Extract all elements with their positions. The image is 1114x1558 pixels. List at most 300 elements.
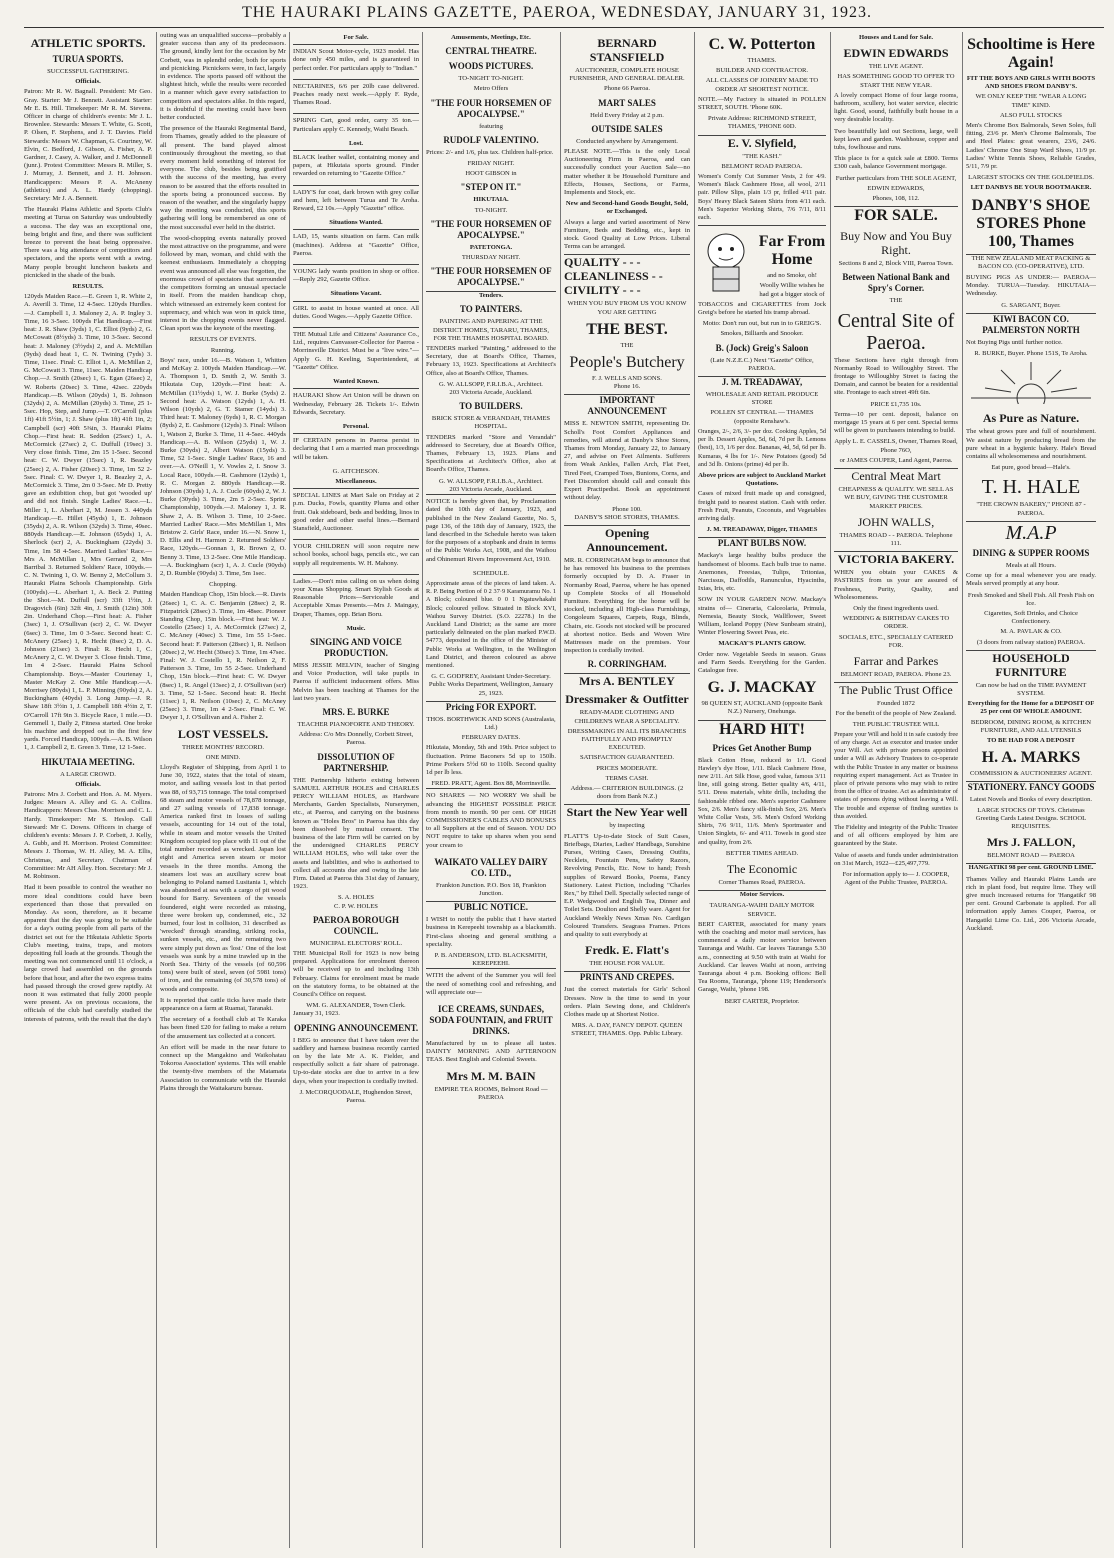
- allsopp-address: 203 Victoria Arcade, Auckland.: [449, 389, 533, 397]
- central-site: Central Site of Paeroa.: [837, 309, 955, 354]
- builder: BUILDER AND CONTRACTOR.: [715, 67, 808, 75]
- public-notice-heading: PUBLIC NOTICE.: [426, 901, 556, 913]
- bentley-line: READY-MADE CLOTHING AND CHILDREN'S WEAR A SPECIALITY.: [574, 709, 680, 725]
- the-label: THE: [620, 341, 634, 349]
- column-divider: [694, 32, 695, 1548]
- singing-heading: SINGING AND VOICE PRODUCTION.: [310, 636, 402, 658]
- mackay-address: 98 QUEEN ST, AUCKLAND (opposite Bank N.Z.) Nursery, Onehunga.: [701, 700, 823, 716]
- sunrise-illustration: [966, 358, 1096, 407]
- outside-sales: OUTSIDE SALES: [591, 123, 663, 134]
- edwin-edwards: EDWIN EDWARDS: [843, 46, 949, 61]
- column-divider: [422, 32, 423, 1548]
- public-trust: The Public Trust Office: [834, 682, 958, 697]
- trustee-will: THE PUBLIC TRUSTEE WILL: [852, 720, 940, 728]
- hikutaia-body: Had it been possible to control the weather no more ideal conditions could have been experienced than those that prevailed on Monday. As soon, therefore, as it became apparent that the day was going to be suitable for a day's outing people from all parts of the district set out for the Hikutaia Athletic Sports Club's meeting, trains, traps, and motors depositing full loads at the grounds. Though the meeting was not commenced until 11 o'clock, a large crowd had assembled on the grounds before that hour, and after the two express trains had passed through the crowd grew rapidly. At noon it was estimated that fully 2000 people were present. As on previous occasions, the officials of the club had carefully studied the interests of patrons, with the result that the day's: [24, 884, 152, 1023]
- officials-heading: Officials.: [75, 78, 101, 86]
- mart-sales: MART SALES: [598, 97, 656, 108]
- important-body: MISS E. NEWTON SMITH, representing Dr. Scholl's Foot Comfort Appliances and remedies, will attend at Danby's Shoe Stores, Thames from Monday, January 22, to January 27, and advise on Feet Ailments. Sufferers from Weak Ankles, Fallen Arch, Flat Feet, Tired Feet, Cramped Toes, Bunions, Corns, and Feet Discomfort should call and consult this Expert Practipedist. Book an appointment without delay.: [564, 420, 690, 502]
- treadaway-name: J. M. TREADAWAY,: [698, 376, 826, 388]
- economic-address: Corner Thames Road, PAEROA.: [718, 879, 806, 887]
- dissolution-body: THE Partnership hitherto existing between SAMUEL ARTHUR HOLES and CHARLES PERCY WILLIAM HOLES, as Hardware Merchants, Garden Specialists, Nurserymen, etc., at Paeroa, and carrying on the business known as "Holes Bros" in Paeroa has this day been dissolved by mutual consent. The business of the late Firm will be carried on by the undersigned CHARLES PERCY WILLIAM HOLES, who will take over the assets and liabilities, and who is authorised to collect all accounts due and owing to the late Firm. Dated at Paeroa this 31st day of January, 1923.: [293, 776, 419, 891]
- motor-body: BERT CARTER, associated for many years with the coaching and motor mail services, has commenced a daily motor service between Tauranga and Waihi. Car leaves Tauranga 5.30 a.m., connecting at 9.50 with train at Waihi for Auckland. Car leaves Waihi at noon, arriving Tauranga about 4 p.m. Booking offices: Bell Tea Rooms, Tauranga, 'phone 119; Henderson's Garage, Waihi, 'phone 198.: [698, 920, 826, 994]
- produce-prices: Oranges, 2/-, 2/6, 3/- per doz. Cooking Apples, 5d per lb. Dessert Apples, 5d, 6d, 7d per lb. Lemons (best), 1/3, 1/6 per doz. Bananas, 4d, 5d, 6d per lb. Kumaras, 4 lbs for 1/-. New Potatoes (good) 5d and 3d lb. Onions (prime) 4d per lb.: [698, 427, 826, 468]
- woolly-text: Woolly Willie wishes he had got a bigger stock of: [759, 282, 825, 298]
- smokes: Smokes, Billiards and Snooker.: [720, 330, 804, 338]
- central-body: These Sections have right through from Normanby Road to Willoughby Street. The frontage to Willoughby Street is facing the Domain, and cannot be beaten for a residential site. Frontage to each street 49ft 6in.: [834, 356, 958, 397]
- borough-body: THE Municipal Roll for 1923 is now being prepared. Applications for enrolment thereon will be received up to and including 13th February. Claims for enrolment must be made on the statutory forms, to be obtained at the Council's Office on request.: [293, 950, 419, 999]
- the-label: THE: [889, 297, 903, 305]
- classified-ad: MISS JESSIE MELVIN, teacher of Singing and Voice Production, will take pupils in Paeroa if sufficient inducement offers. Miss Melvin has been teaching at Thames for the last two years.: [293, 661, 419, 702]
- column-4: [426, 32, 556, 1548]
- stansfield-sub: AUCTIONEER, COMPLETE HOUSE FURNISHER, AND GENERAL DEALER.: [569, 67, 685, 83]
- waikato-dairy: WAIKATO VALLEY DAIRY CO. LTD.,: [434, 856, 548, 878]
- classified-ad: BLACK leather wallet, containing money and papers, at Hikutaia sports ground. Finder rewarded on returning to "Gazette Office.": [293, 150, 419, 182]
- treadaway-address: POLLEN ST CENTRAL — THAMES (opposite Renshaw's.: [710, 409, 814, 425]
- factory-note: NOTE.—My Factory is situated in POLLEN STREET, SOUTH. 'Phone 60K.: [698, 95, 826, 112]
- greig-address: (Late N.Z.E.C.) Next "Gazette" Office, PAEROA.: [710, 356, 814, 372]
- woods-pictures: WOODS PICTURES.: [448, 61, 534, 72]
- to-be-had: TO BE HAD FOR A DEPOSIT: [987, 736, 1075, 744]
- prices-bump: Prices Get Another Bump: [712, 742, 812, 753]
- music-heading: Music.: [346, 624, 366, 632]
- electors-roll-heading: MUNICIPAL ELECTORS' ROLL.: [309, 939, 403, 947]
- motor-sub: TAURANGA-WAIHI DAILY MOTOR SERVICE.: [709, 902, 815, 918]
- mackay-name: G. J. MACKAY: [707, 679, 817, 697]
- when-you-buy: WHEN YOU BUY FROM US YOU KNOW YOU ARE GETTING: [567, 300, 687, 316]
- new-year-heading: Start the New Year well: [564, 804, 690, 819]
- lost-vessels-heading: LOST VESSELS.: [177, 726, 269, 741]
- athletic-sports-heading: ATHLETIC SPORTS.: [30, 36, 146, 50]
- pavlak: M. A. PAVLAK & CO.: [1000, 628, 1062, 636]
- fallon: Mrs J. FALLON,: [986, 835, 1076, 850]
- wanted-known-heading: Wanted Known.: [333, 378, 379, 386]
- column-5: [564, 32, 690, 1548]
- day-address: MRS. A. DAY, FANCY DEPOT. QUEEN STREET, THAMES. Opp. Public Library.: [571, 1022, 683, 1038]
- situations-vacant-heading: Situations Vacant.: [330, 290, 382, 298]
- central-theatre: CENTRAL THEATRE.: [445, 46, 537, 57]
- tobacco-text: TOBACCOS and CIGARETTES from Jock Greig's before he started his tramp abroad.: [698, 300, 826, 317]
- summer-ad: WITH the advent of the Summer you will feel the need of something cool and refreshing, and will appreciate our—: [426, 968, 556, 1000]
- valentino: RUDOLF VALENTINO.: [443, 134, 539, 145]
- sargant: G. SARGANT, Buyer.: [1001, 301, 1061, 309]
- plant-body: Mackay's large healthy bulbs produce the handsomest of blooms. Each bulb true to name. Anemones, Freesias, Tulips, Tritonias, Narcissus, Daffodils, Ranunculus, Hyacinths, Ixias, Iris, etc.: [698, 552, 826, 593]
- central-meat-mart: Central Meat Mart: [834, 468, 958, 483]
- miscellaneous-heading: Miscellaneous.: [335, 477, 377, 485]
- order-now: Order now. Vegetable Seeds in season. Grass and Farm Seeds. Everything for the Garden. Catalogue free.: [698, 650, 826, 674]
- hikutaia-body-cont-3: The wood-chopping events naturally proved the most attractive on the programme, and were followed by man, woman, and child with the keenest enthusiasm. Immediately a chopping event was announced all else was forgotten, the enormous crowd of spectators that surrounded the competitors forming an unusual spectacle in itself. From the maiden handicap chop, which witnessed an extremely keen contest for supremacy, and which was won in quick time, interest in the chopping events never flagged. Clean sport was the keynote of the meeting.: [160, 234, 286, 333]
- classified-ad: SPRING Cart, good order, carry 35 ton.—Particulars apply C. Kennedy, Waihi Beach.: [293, 113, 419, 136]
- turua-intro: The Hauraki Plains Athletic and Sports Club's meeting at Turua on Saturday was undoubtedly a success. The day was an exceptional one, being bright and fine, and there was sufficient breeze to prevent the heat being oppressive. There was a big attendance of competitors and spectators, and the sports went with a swing. Many people brought luncheon baskets and picnicked in the shade of the bush.: [24, 206, 152, 279]
- plant-bulbs-heading: PLANT BULBS NOW.: [698, 537, 826, 549]
- the-best: THE BEST.: [586, 320, 668, 338]
- slyfield: E. V. Slyfield,: [698, 135, 826, 150]
- classified-ad: THE Mutual Life and Citizens' Assurance Co., Ltd., requires Canvasser-Collector for Paeroa - Morrinsville District. Must be a "live wire."—Apply G. H. Keeling, Superintendent, at "Gazette" Office.: [293, 327, 419, 375]
- film-title: "THE FOUR HORSEMEN OF APOCALYPSE.": [430, 97, 552, 119]
- hikutaia-officials-heading: Officials.: [75, 780, 101, 788]
- bentley-address: Address.— CRITERION BUILDINGS. (2 doors from Bank N.Z.): [570, 784, 684, 801]
- hikutaia-venue: HIKUTAIA.: [473, 196, 509, 204]
- meat-packing: THE NEW ZEALAND MEAT PACKING & BACON CO. (CO-OPERATIVE), LTD.: [966, 254, 1096, 271]
- opening-body: I BEG to announce that I have taken over the saddlery and harness business recently carried on by the late Mr A. K. Fielder, and respectfully solicit a fair share of patronage. Up-to-date stocks are due to arrive in a few days, when your inspection is cordially invited.: [293, 1036, 419, 1085]
- stationery: STATIONERY. FANCY GOODS: [967, 782, 1095, 793]
- chopping-results: Maiden Handicap Chop, 15in block.—R. Davis (26sec) 1, C. A. C. Benjamin (28sec) 2, R. Fitzpatrick (28sec) 3. Time, 1m 48sec. Pioneer Standing Chop, 15in block.—First heat: W. J. Costello (25sec) 1, A. McCormick (27sec) 2, C. McAney (40sec) 3. Time, 1m 55 1-5sec. Second heat: F. Patterson (28sec) 1, R. Neilson (20sec) 2, W. Hecht (30sec) 3. Time, 1m 47sec. Final: W. J. Costello 1, R. Neilson 2, F. Patterson 3. Time, 1m 55 2-5sec. Underhand Chop, 15in block.—First heat: C. W. Dwyer (8sec) 1, R. Angel (13sec) 2, J. O'Sullivan (scr) 3. Time, 52 1-5sec. Second heat: R. Hecht (11sec) 1, R. Neilson (10sec) 2, C. McAney (25sec) 3. Time, 1m 4 2-5sec. Final: C. W. Dwyer 1, J. O'Sullivan and A. Fisher 2.: [160, 591, 286, 722]
- turua-results: 120yds Maiden Race.—E. Green 1, R. White 2, A. Averill 3. Time, 12 4-5sec. 120yds Hurdles.—J. Campbell 1, J. Maloney 2, A. P. Ingley 3. Time, 16 3-5sec. 100yds Flat Handicap.—First heat: J. R. Shaw (3yds) 1, C. Elliot (9yds) 2, G. McCowatt (8½yds) 3. Time, 10 3-5sec. Second heat: J. Maloney (3½yds) 2, and A. McMillan (9yds) dead heat 1, C. N. Twining (7yds) 3. Time, 11sec. Final: C. Elliot 1, A. McMillan 2, G. McCowatt 3. Time, 11sec. Maiden Handicap Chop.—J. Smith (20sec) 1, G. Egan (26sec) 2, W. Roberts (20sec) 3. Time, 42sec. 220yds Handicap.—B. Wilson (20yds) 1, B. Johnson (32yds) 2, A. McMillan (20yds) 3. Time, 25 1-5sec. Hop, Step, and Jump.—T. O'Carroll (plus 1ft) 41ft 5½in, 1; J. Shaw (plus 1ft) 41ft 1in, 2; Campbell (scr) 40ft 5⅜in, 3. Hauraki Plains Chop.—First heat: R. Seddon (25sec) 1, A. McCormick (27sec) 2, C. Duffull (19sec) 3. Very close finish. Time, 2m 15 1-5sec. Second heat: C. W. Dwyer (15sec) 1, R. Beazley (25sec) 2, A. Fisher (20sec) 3. Time, 1m 52 2-5sec. Final: C. W. Dwyer 1, R. Beazley 2, A. McCormick 3. Time, 2m 0 3-5sec. Mr D. Pretty gave an exhibition chop, but got 'wooded up' and did not finish. Single Ladies' Race.—L. Miller 1, L. Aberhart 2, M. Jessen 3. 440yds Handicap.—E. Hillet (45yds) 1, E. Johnson (35yds) 2, A. R. Wilson (32yds) 3. Time, 49sec. 880yds Handicap.—E. Johnson (65yds) 1, A. Sherlock (scr) 2, A. Buckingham (22yds) 3. Time, 1m 58 4-5sec. Married Ladies' Race.—Mrs A. McMillan 1, Mrs Gerrand 2, Mrs Barribal 3. Returned Soldiers' Race, 100yds.—C. N. Twining 1, O. W. Benny 2, McCollum 3. Hauraki Plains Schools Championship. Girls (100yds).—L. Aberhart 1, A. Beck 2. Putting the Shot.—M. Duffull (scr) 33ft 1½in, J. Dragovich (6in) 32ft 4in, J. Smith (12in) 30ft 2in. Underhand Chop.—First heat: A. Fisher (3sec) 1, J. O'Sullivan (scr) 2, C. W. Dwyer (6sec) 3. Time, 1m 0 3-5sec. Second heat: C. McAnery (25sec) 1, R. Hecht (8sec) 2, D. A. Johnson (21sec) 3. Final: R. Hecht 1, C. McAnery 2, C. W. Dwyer 3. Close finish. Time, 1m 4 2-5sec. Hauraki Plains School Championship. Boys.—Master Courtenay 1, Master McKay 2. One Mile Handicap.—A. Morrisey (80yds) 1, L. P. Minning (90yds) 2, A. Buckingham (40yds) 3. Long Jump.—J. R. Shaw 18ft 3½in 1, J. Campbell 18ft 4½in 2, T. O'Carroll 17ft 9in 3. Bicycle Race, 1 mile.—D. Gemmell 1, Daily 2, Fitness started. One broke his machine and dropped out in the first few yards. Forced Handicap, 100yds.—A. B. Wilson 1, J. Campbell 2, E. Green 3. Time, 12 1-5sec.: [24, 293, 152, 752]
- classified-ad: YOUR CHILDREN will soon require new school books, school bags, pencils etc., we can supply all requirements. W. H. Mahony.: [293, 539, 419, 571]
- outside-sales-sub: Conducted anywhere by Arrangement.: [576, 137, 678, 145]
- furniture-sub: Can now be had on the TIME PAYMENT SYSTEM.: [975, 681, 1087, 697]
- better-times: BETTER TIMES AHEAD.: [725, 849, 799, 857]
- column-3: [293, 32, 419, 1548]
- sections-description: Two beautifully laid out Sections, large, well kept lawn and garden. Washhouse, copper and tubs, fowlhouse and runs.: [834, 127, 958, 152]
- largest-stocks: LARGEST STOCKS ON THE GOLDFIELDS.: [968, 174, 1094, 182]
- export-heading: Pricing FOR EXPORT.: [426, 701, 556, 713]
- results-heading: RESULTS.: [72, 283, 104, 291]
- houses-heading: Houses and Land for Sale.: [858, 34, 934, 41]
- stansfield-phone: Phone 66 Paeroa.: [604, 85, 650, 93]
- phones: Phones, 108, 112.: [872, 195, 920, 203]
- bain-address: EMPIRE TEA ROOMS, Belmont Road — PAEROA: [434, 1085, 548, 1101]
- successful-gathering: SUCCESSFUL GATHERING.: [47, 68, 129, 75]
- bentley-sub: Dressmaker & Outfitter: [565, 692, 689, 707]
- borough-date: January 31, 1923.: [293, 1010, 340, 1018]
- association-item: An effort will be made in the near future to connect up the Mangakino and Waikohatau Tokoroa Association' systems. This will enable the twenty-five members of the Matamata Association to communicate with the Hauraki Plains through the Waitakaruru bureau.: [160, 1043, 286, 1092]
- as-pure-as-nature: As Pure as Nature.: [982, 411, 1080, 426]
- classified-ad: NECTARINES, 6/6 per 20lb case delivered. Peaches ready next week.—Apply F. Ryde, Thames Road.: [293, 79, 419, 111]
- to-painters: TO PAINTERS.: [459, 304, 523, 315]
- apply-couper: or JAMES COUPER, Land Agent, Paeroa.: [839, 456, 953, 464]
- fidelity: The Fidelity and integrity of the Public Trustee and of all officers employed by him are guaranteed by the State.: [834, 823, 958, 848]
- classified-ad: Ladies.—Don't miss calling on us when doing your Xmas Shopping. Smart Stylish Goods at Reasonable Prices—Serviceable and Acceptable Xmas Presents.—Mrs J. Maingay, Draper, Thames, opp. Brian Boru.: [293, 574, 419, 622]
- danby-stores: DANBY'S SHOE STORES, THAMES.: [574, 513, 680, 521]
- important-phone: Phone 100.: [612, 505, 642, 513]
- dining-rooms: DINING & SUPPER ROOMS: [972, 547, 1090, 558]
- walls-address: THAMES ROAD - - PAEROA. Telephone 111.: [839, 531, 953, 547]
- motor-services-heading: Motor Services.: [698, 890, 826, 899]
- masthead: THE HAURAKI PLAINS GAZETTE, PAEROA, WEDNESDAY, JANUARY 31, 1923.: [241, 4, 873, 21]
- further-particulars: Further particulars from THE SOLE AGENT,: [835, 174, 957, 182]
- film-title: "THE FOUR HORSEMEN OF APOCALYPSE.": [430, 266, 552, 288]
- classified-ad: SPECIAL LINES at Mart Sale on Friday at 2 p.m. Ducks, Fowls, quantity Plums and other fruit. Oak sideboard, beds and bedding, linos in good order and other useful lines.—Bernard Stansfield, Auctioneer.: [293, 488, 419, 536]
- opening-announcement-heading: OPENING ANNOUNCEMENT.: [293, 1022, 419, 1033]
- new-year-sub: by inspecting: [609, 822, 645, 830]
- friday-night: FRIDAY NIGHT.: [467, 160, 515, 168]
- tonight: TO-NIGHT TO-NIGHT.: [458, 75, 524, 83]
- schedule-heading: SCHEDULE.: [472, 569, 510, 577]
- pavlak-address: (3 doors from railway station) PAEROA.: [976, 638, 1086, 646]
- column-divider: [560, 32, 561, 1548]
- central-terms: Terms—10 per cent. deposit, balance on mortgage 15 years at 6 per cent. Special terms will be given to purchasers intending to build.: [834, 410, 958, 435]
- fallon-address: BELMONT ROAD — PAEROA: [987, 852, 1075, 860]
- household-furniture: HOUSEHOLD FURNITURE: [966, 650, 1096, 679]
- step-on-it: "STEP ON IT.": [460, 182, 522, 193]
- flatt-body: FLATT'S Up-to-date Stock of Suit Cases, Briefbags, Diaries, Ladies' Handbags, Sunshine Purses, Writing Cases, Dressing Outfits, Necklets, Fountain Pens, Safety Razors, Revolving Pencils, Etc. Now to hand; Fresh supplies of Reward Books, Poems, Fancy Stationery. Latest Fiction, including "Charles Rex," by Ethel Dell. Specially selected range of E.P. Wedgwood and English Tea, Dinner and Toilet Sets. Doulton and Shelly ware. Agent for Auckland Weekly News Xmas No. Cardigan Coloured Transfers. Seagrass Frames. Prices and quality to suit everybody at: [564, 832, 690, 939]
- situations-wanted-heading: Situations Wanted.: [329, 219, 383, 227]
- pure-body: The wheat grows pure and full of nourishment. We assist nature by producing bread from the pure wheat in a hygienic bakery. Hale's Bread contains all wholesomeness and nourishment.: [966, 428, 1096, 461]
- corringham: R. CORRINGHAM.: [587, 659, 667, 670]
- meals-hours: Meals at all Hours.: [1005, 561, 1057, 569]
- column-2: [160, 32, 286, 1548]
- wear-long-time: WE ONLY KEEP THE "WEAR A LONG TIME" KIND.: [975, 93, 1087, 109]
- classified-ad: LAD, 15, wants situation on farm. Can milk (machines). Address at "Gazette" Office, Paeroa.: [293, 229, 419, 261]
- dissolution-signatures: S. A. HOLES C. P. W. HOLES: [334, 894, 378, 910]
- prints-heading: PRINTS AND CREPES.: [564, 971, 690, 983]
- something-good: HAS SOMETHING GOOD TO OFFER TO START THE NEW YEAR.: [837, 73, 955, 89]
- sections-8-2: Sections 8 and 2, Block VIII, Paeroa Town.: [838, 260, 954, 268]
- meat-sub: CHEAPNESS & QUALITY. WE SELL AS WE BUY, GIVING THE CUSTOMER MARKET PRICES.: [838, 486, 954, 510]
- buy-now: Buy Now and You Buy Right.: [840, 229, 952, 258]
- lost-vessels-body: Lloyd's Register of Shipping, from April 1 to June 30, 1922, states that the total of steam, motor, and sailing vessels lost in that period was 88, of 93,715 tonnage. The total comprised 68 steam and motor vessels of 78,878 tonnage, and 27 sailing vessels of 17,838 tonnage. America ranked first in losses of sailing vessels, accounting for 14 out of the total, while in steam and motor vessels the United Kingdom occupied top place with 11 out of the total number recorded as wrecked. Japan lost eight and America seven steam or motor vessels in the three months. Among the steamers lost was an auxiliary screw boat belonging to Poland named Lusitania 1, which was abandoned at sea with a cargo of pit wood bound for Barry. Seventeen of the vessels foundered, eight were recorded as missing, three were broken up, condemned, etc., 32 burned, four lost in collision, 31 described as 'wrecked' through stranding, striking rocks, sunken vessels, etc., and the remaining two were simply put down as 'lost.' One of the lost vessels was sunk by a mine trawled up in the North Sea. Thirty of the vessels (of 60,596 tons) were built of steel, seven (of 5981 tons) of iron, and the remaining (of 30,578 tons) of woods and composite.: [160, 764, 286, 993]
- t-h-hale: T. H. HALE: [981, 476, 1081, 499]
- column-divider: [962, 32, 963, 1548]
- above-prices: Above prices are subject to Auckland Market Quotations.: [698, 471, 826, 488]
- builders-body: TENDERS marked "Store and Verandah" addressed to Secretary, due at Board's Office, Thames, February 13, 1923. Plans and Specifications at Architect's Office, also at Board's Office, Thames.: [426, 433, 556, 474]
- bentley-line: SATISFACTION GUARANTEED.: [579, 754, 675, 762]
- private-address: Private Address: RICHMOND STREET, THAMES, 'PHONE 60D.: [708, 115, 816, 131]
- danby-stores: DANBY'S SHOE STORES Phone 100, Thames: [971, 196, 1091, 250]
- farrar-address: BELMONT ROAD, PAEROA. Phone 23.: [840, 670, 952, 678]
- no-shares-ad: NO SHARES — NO WORRY We shall be advancing the HIGHEST POSSIBLE PRICE from month to month. 90 per cent. OF HIGH COMMISSIONER'S CABLES AND BONUSES to all Suppliers at the end of Season. YOU DO NOT require to take up shares when you send your cream to: [426, 788, 556, 852]
- hikutaia-officials: Patrons: Mrs J. Corbett and Hon. A. M. Myers. Judges: Messrs A. Alley and G. A. Collins. Handicappers: Messrs Chas. Morrison and C. L. Hardy. Timekeeper: Mr S. Heslop. Call Steward: Mr C. Downs. Officers in charge of children's events: Messrs J. P. Corbett, J. Kelly, A. Gubb, and H. Morrison. Protest Committee: Messrs J. Thomas, W. H. Alley, M. A. Ellis, Christmas, and Secretary. Chairman of Committee: Mr AH Alley. Hon. Secretary: Mr J. M. Robinson.: [24, 791, 152, 881]
- opening-body: MR. R. CORRINGHAM begs to announce that he has removed his business to the premises formerly occupied by D. A. Fraser in Normanby Road, Paeroa, where he has opened up Complete Stocks of all Household Furniture. Everything for the home will be stocked, including all High-class Furnishings, Congoleum Squares, Carpets, Rugs, Blinds, Chairs, etc. Goods not stocked will be procured at shortest notice. Beds and Woven Wire Mattresses made on the premises. Your inspection is cordially invited.: [564, 556, 690, 655]
- burke-name: MRS. E. BURKE: [322, 706, 390, 717]
- benefit: For the benefit of the people of New Zealand.: [835, 710, 957, 718]
- mart-sales-sub: Held Every Friday at 2 p.m.: [590, 111, 664, 119]
- wedding-cakes: WEDDING & BIRTHDAY CAKES TO ORDER.: [842, 615, 950, 631]
- proclamation-notice: NOTICE is hereby given that, by Proclamation dated the 10th day of January, 1923, and published in the New Zealand Gazette, No. 5, page 136, of the 18th day of January, 1923, the land described in the Schedule hereto was taken for the purposes of a stopbank and drain in terms of the Public Works Act, 1908, and the Waihou and Ohinemuri Rivers Improvement Act, 1910.: [426, 494, 556, 567]
- kiwi-body: Not Buying Pigs until further notice.: [966, 338, 1063, 346]
- also-stocks: ALSO FULL STOCKS: [1000, 111, 1062, 119]
- amusements-heading: Amusements, Meetings, Etc.: [451, 34, 531, 41]
- allsopp: G. W. ALLSOPP, F.R.I.B.A., Architect.: [439, 477, 543, 485]
- price-description: This place is for a quick sale at £800. Terms £300 cash, balance Government mortgage.: [834, 155, 958, 171]
- film-title: "THE FOUR HORSEMEN OF APOCALYPSE.": [430, 218, 552, 240]
- metro-offers: Metro Offers: [473, 85, 509, 93]
- football-club-item: The secretary of a football club at Te Karaka has been fined £20 for failing to make a return of the amusement tax collected at a concert.: [160, 1016, 286, 1040]
- for-sale-banner: FOR SALE.: [834, 206, 958, 225]
- opening-signature: J. McCORQUODALE, Hughendon Street, Paeroa.: [299, 1088, 413, 1105]
- woolly-willie-icon: [699, 231, 753, 297]
- joinery: ALL CLASSES OF JOINERY MADE TO ORDER AT SHORTEST NOTICE.: [705, 77, 819, 93]
- column-divider: [830, 32, 831, 1548]
- central-price: PRICE £1,735 10s.: [870, 400, 922, 408]
- far-from-home: Far From Home: [758, 233, 826, 269]
- builders-sub: BRICK STORE & VERANDAH, THAMES HOSPITAL.: [431, 415, 551, 431]
- featuring: featuring: [479, 122, 503, 130]
- marks-sub: COMMISSION & AUCTIONEERS' AGENT.: [970, 770, 1092, 778]
- founded: Founded 1872: [877, 700, 915, 708]
- peoples-butchery: People's Butchery: [569, 354, 685, 372]
- kash-body: Women's Comfy Cut Summer Vests, 2 for 4/9. Women's Black Cashmere Hose, all wool, 2/11 pair. Pillow Slips, plain 1/3 pr, frilled 4/11 pair. Boys' Heavy Black Sateen Shirts from 4/11 each. Men's Superior Working Shirts, 7/6 7/11, 8/11 each.: [698, 173, 826, 222]
- lost-vessels-sub: THREE MONTHS' RECORD.: [182, 743, 264, 751]
- column-1: [24, 32, 152, 1548]
- chopping-heading: Chopping.: [209, 581, 237, 589]
- please-note: PLEASE NOTE.—This is the only Local Auctioneering Firm in Paeroa, and can successfully conduct your Auction Sale—no matter whether it be Household Furniture and Effects, Houses, Sections, or Farms, Implements and Stock, etc.: [564, 148, 690, 197]
- latest-novels: Latest Novels and Books of every description.: [969, 796, 1093, 804]
- kiwi-bacon: KIWI BACON CO. PALMERSTON NORTH: [966, 313, 1096, 336]
- wells-phone: Phone 16.: [613, 383, 641, 391]
- personal-heading: Personal.: [342, 422, 370, 430]
- bentley-line: PRICES MODERATE.: [596, 764, 658, 772]
- the-economic: The Economic: [726, 862, 798, 877]
- stansfield-name: BERNARD STANSFIELD: [589, 36, 665, 64]
- schooltime: Schooltime is Here Again!: [967, 36, 1095, 71]
- borthwick: THOS. BORTHWICK AND SONS (Australasia, Ltd.): [426, 715, 556, 731]
- classified-ad: LADY'S fur coat, dark brown with grey collar and hem, left between Turua and Te Aroha. Reward, £2 10s.—Apply "Gazette" office.: [293, 185, 419, 217]
- mackays-grow: MACKAY'S PLANTS GROW.: [718, 640, 806, 648]
- hikutaia-body-cont-2: The presence of the Hauraki Regimental Band, from Thames, greatly added to the pleasure of all present. The band played almost continuously throughout the meeting, so that every moment held something of interest for everyone. The club, besides being gratified with the success of the meeting, has every reason to be assured that the efforts resulted in the sports being a pronounced success. By reason of the weather, and the singularly happy way the meeting was conducted, this sports gathering will long be remembered as one of the most successful ever held in the district.: [160, 125, 286, 231]
- always-stock: Always a large and varied assortment of New Furniture, Beds and Bedding, etc., kept in stock. Good Quality at Low Prices. Liberal Terms can be arranged.: [564, 218, 690, 251]
- schedule-body: Approximate areas of the pieces of land taken. A. R. P. Being Portion of 0 2 37·9 Karamuramu No. 1 A Block; coloured blue. 0 0 1 Ngatuwhakahi Block; coloured yellow. Situated in Block XVI, Waihou Survey District. (S.O. 22278.) In the Auckland Land District; as the same are more particularly delineated on the plan marked P.W.D. 54773, deposited in the office of the Minister of Public Works at Wellington, in the Wellington Land District, and thereon coloured as above mentioned.: [426, 579, 556, 669]
- running-results: Boys' race, under 16.—B. Watson 1, Whitten and McKay 2. 100yds Maiden Handicap.—W. A. Thompson 1, D. Smith 2, W. Smith 3. Hikutaia Cup, 120yds.—First heat: A. McMillan (11½yds) 1, W. J. Burke (5yds) 2. Second heat: A. Watson (12yds) 1, A. H. Wilson (10yds) 2, G. T. Stamer (14yds) 3. Third heat: T. Maloney (6yds) 1, R. C. Morgan (8yds) 2, E. Cashmore (12yds) 3. Final: Wilson 1, Watson 2, Burke 3. Time, 11 4-5sec. 440yds Handicap.—A. B. Wilson (25yds) 1, W. J. Burke (30yds) 2, Albert Watson (15yds) 3. Time, 52 1-5sec. Single Ladies' Race, 16 and over.—A. O'Neill 1, V. Vowles 2, I. Snow 3. Local Race, 100yds.—R. Cashmore (12yds) 1, R. C. Morgan 2. 880yds Handicap.—R. Johnson (30yds) 1, A. J. Cucle (60yds) 2, W. J. Burke (30yds) 3. Time, 2m 5 2-5sec. Sprint Championship, 100yds.—J. Maloney 1, J. R. Shaw 2, A. B. Wilson 3. Time, 10 2-5sec. Married Ladies' Race.—Mrs McMillan 1, Mrs Bristow 2. Girls' Race, under 16.—N. Snow 1, D. Ellis and H. Harmon 2. Returned Soldiers' Race, 120yds.—Gonnan 1, R. Brown 2, O. Benny 3. Time, 13 2-5sec. One Mile Handicap.—A. Buckingham (scr) 1, A. J. Cucle (90yds) 2, D. Rumble (90yds) 3. Time, 5m 1sec.: [160, 356, 286, 577]
- burke-buyer: R. BURKE, Buyer. Phone 151S, Te Aroha.: [974, 350, 1088, 358]
- officials-list: Patron: Mr R. W. Bagnall. President: Mr Geo. Gray. Starter: Mr J. Bennett. Assistant Starter: Mr E. B. Hill. Timekeeper: Mr R. M. Stevens. Officer in charge of children's events: Mr J. L. Brownlee. Stewards: Messrs T. White, G. Scott, P. Olsen, F. Stephens, and J. T. Davies. Field Stewards: Messrs W. Chapman, G. Courtney, W. Elvin, C. Bedford, J. Gibson, A. Fisher, A. P. Gardner, J. Casey, A. Walker, and J. McDonnell (junr.). Protest Committee: Messrs R. Miller, S. J. Murray, J. Bennett, and J. H. Johnson. Handicappers: Messrs P. A. McAneny (athletics) and A. L. Hardy (chopping). Secretary: Mr J. A. Bennett.: [24, 88, 152, 203]
- thursday-night: THURSDAY NIGHT.: [461, 254, 521, 262]
- hale-sub: "THE CROWN BAKERY," PHONE 87 - PAEROA.: [976, 501, 1086, 517]
- farrar-parkes: Farrar and Parkes: [853, 653, 939, 668]
- classified-ad: IF CERTAIN persons in Paeroa persist in declaring that I am a married man proceedings will be taken.: [293, 433, 419, 465]
- potterton-sub: THAMES.: [747, 57, 777, 64]
- tonight-2: TO-NIGHT.: [474, 206, 508, 214]
- live-agent: THE LIVE AGENT.: [868, 63, 924, 71]
- fish: Fresh Smoked and Shell Fish. All Fresh Fish on Ice.: [967, 591, 1095, 607]
- treadaway-signature: J. M. TREADAWAY, Digger, THAMES: [706, 526, 818, 534]
- treadaway-sub: WHOLESALE AND RETAIL PRODUCE STORE: [705, 391, 819, 407]
- bedroom: BEDROOM, DINING ROOM, & KITCHEN FURNITURE, AND ALL UTENSILS: [970, 718, 1092, 734]
- sunrise-icon: [971, 358, 1091, 404]
- flatt-name: Fredk. E. Flatt's: [585, 943, 669, 958]
- edwin-edwards-2: EDWIN EDWARDS,: [867, 184, 925, 192]
- borough-council-heading: PAEROA BOROUGH COUNCIL.: [312, 914, 400, 936]
- running-heading: Running.: [210, 346, 236, 354]
- personal-signature: G. AITCHESON.: [332, 467, 380, 475]
- bentley-line: DRESSMAKING IN ALL ITS BRANCHES FAITHFULLY AND PROMPTLY EXECUTED.: [567, 727, 687, 752]
- lime-body: Thames Valley and Hauraki Plains Lands are rich in plant food, but require lime. They will give much increased returns for 'Hangatiki' 98 per cent. Ground Carbonate is applied. For all information apply James Couper, Paeroa, or Hangatiki Lime Co. Ltd., 206 Victoria Arcade, Auckland.: [966, 875, 1096, 932]
- ground-lime: HANGATIKI 98 per cent. GROUND LIME.: [966, 863, 1096, 872]
- burke-title: TEACHER PIANOFORTE AND THEORY.: [297, 720, 415, 728]
- patetonga-venue: PATETONGA.: [469, 243, 513, 251]
- let-danbys: LET DANBYS BE YOUR BOOTMAKER.: [970, 184, 1092, 192]
- hikutaia-subheading: A LARGE CROWD.: [60, 770, 116, 778]
- potterton-name: C. W. Potterton: [708, 36, 816, 53]
- ice-creams-body: Manufactured by us to please all tastes. DAINTY MORNING AND AFTERNOON TEAS. Best English and Colonial Sweets.: [426, 1040, 556, 1064]
- woolly-willie-illustration: [698, 229, 754, 299]
- column-divider: [289, 32, 290, 1548]
- finest-ingredients: Only the finest ingredients used.: [853, 604, 939, 612]
- classified-ad: YOUNG lady wants position in shop or office.—Reply 292, Gazette Office.: [293, 264, 419, 287]
- trustee-body: Prepare your Will and hold it in safe custody free of any charge. Act as executor and trustee under your Will. Act with private persons appointed under a Will as Advisory Trustees to co-operate with the Public Trustee in any matter or business requiring expert management. Act as Trustee in place of private persons who may wish to retire from the office of trustee. Act as administrator of estates of persons dying without leaving a Will. The trouble and expense of finding sureties is thus avoided.: [834, 730, 958, 820]
- bain: Mrs M. M. BAIN: [446, 1068, 536, 1083]
- everything-deposit: Everything for the Home for a DEPOSIT OF 25 per cent OF WHOLE AMOUNT.: [967, 700, 1095, 716]
- eat-pure: Eat pure, good bread—Hale's.: [991, 464, 1071, 472]
- shoe-stocks: Men's Chrome Box Balmorals, Sewn Soles, full fitting, 23/6 pr. Men's Chrome Balmorals, Toe and Heel Plates: great wearers, 23/6, 24/6. Ladies' Chrome One Strap Ward Shoes, 11/9 pr. Ladies' White Tennis Shoes, Reliable Grades, 5/11, 7/9 pr.: [966, 122, 1096, 171]
- hikutaia-meeting-heading: HIKUTAIA MEETING.: [41, 756, 135, 767]
- information: For information apply to— J. COOPER, Agent of the Public Trustee, PAEROA.: [842, 871, 950, 887]
- ice-creams: ICE CREAMS, SUNDAES, SODA FOUNTAIN, and FRUIT DRINKS.: [429, 1004, 553, 1037]
- bump-body: Black Cotton Hose, reduced to 1/1. Good Hawley's dye Hose, 1/11. Black Cashmere Hose, new 2/11. Art Silk Hose, good value, famous 3/11 line, still going strong. Better quality 4/6, 4/11, 5/11. Dress materials, white drills, including the fashionable ribbed one. Men's superior Cashmere Sox, 2/6. Men's fancy silk-finish Sox, 2/6. Men's White Collar Vests, 3/6. Men's Oxford Working Shirts, 7/6 9/11, 11/6. Men's Sportmaster and Union Singlets, 6/- and 4/11. Towels in good size and quality, from 2/6.: [698, 756, 826, 846]
- between: Between National Bank and Spry's Corner.: [842, 272, 950, 294]
- waikato-address: Frankton Junction. P.O. Box 18, Frankton Junction.: [435, 881, 547, 898]
- bentley-name: Mrs A. BENTLEY: [564, 673, 690, 688]
- hard-hit: HARD HIT!: [698, 720, 826, 739]
- hoot-gibson: HOOT GIBSON in: [465, 170, 517, 178]
- far-from-home-sub: and no Smoke, oh!: [767, 272, 817, 280]
- classified-ad: INDIAN Scout Motor-cycle, 1923 model. Has done only 450 miles, and is guaranteed in perfect order. For particulars apply to "Indian.": [293, 44, 419, 76]
- motor-signature: BERT CARTER, Proprietor.: [724, 997, 800, 1005]
- greig-saloon: B. (Jock) Greig's Saloon: [715, 342, 809, 353]
- important-announcement: IMPORTANT ANNOUNCEMENT: [564, 394, 690, 417]
- turua-sports-heading: TURUA SPORTS.: [52, 54, 124, 64]
- painters-body: TENDERS marked "Painting," addressed to the Secretary, due at Board's Office, Thames, February 13, 1923. Specifications at Architect's Office, also at Board's Office, Thames.: [426, 345, 556, 377]
- new-second-hand: New and Second-hand Goods Bought, Sold, or Exchanged.: [565, 200, 689, 216]
- column-6: [698, 32, 826, 1548]
- export-body: Hikutaia, Monday, 5th and 19th. Price subject to fluctuation. Prime Baconers 5d up to 150lb. Prime Porkers 5½d 60 to 110lb. Second quality 1d per lb less.: [426, 744, 556, 776]
- opening-announcement: Opening Announcement.: [564, 525, 690, 554]
- the-kash: "THE KASH.": [742, 152, 782, 160]
- home-description: A lovely compact Home of four large rooms, bathroom, scullery, hot water service, electric light. Good, sound, faithfully built house in a very desirable locality.: [834, 91, 958, 124]
- to-builders: TO BUILDERS.: [459, 401, 523, 412]
- burke-address: Address: C/o Mrs Donnelly, Corbett Street, Paeroa.: [298, 731, 414, 747]
- allsopp-address: 203 Victoria Arcade, Auckland.: [449, 485, 533, 493]
- for-sale-heading: For Sale.: [343, 34, 369, 41]
- apply-cassels: Apply L. E. CASSELS, Owner, Thames Road, Phone 76O,: [834, 438, 958, 454]
- prices: Prices: 2/- and 1/6, plus tax. Children half-price.: [426, 148, 554, 156]
- prints-body: Just the correct materials for Girls' School Dresses. Now is the time to send in your orders. Plain Sewing done, and Children's Clothes made up at Shortest Notice.: [564, 986, 690, 1019]
- lost-heading: Lost.: [348, 139, 364, 147]
- kash-address: BELMONT ROAD PAEROA.: [721, 162, 803, 170]
- quality-banner: QUALITY - - - CLEANLINESS - - CIVILITY - - -: [564, 254, 690, 297]
- results-of-events-heading: RESULTS OF EVENTS.: [189, 336, 257, 344]
- john-walls: JOHN WALLS,: [857, 514, 935, 529]
- classified-ad: GIRL to assist in house wanted at once. All duties. Good Wages.—Apply Gazette Office.: [293, 301, 419, 324]
- pratt: FRED. PRATT, Agent. Box 88, Morrinsville.: [431, 780, 551, 788]
- cattle-ticks-item: It is reported that cattle ticks have made their appearance on a farm at Ruamai, Taranaki.: [160, 996, 286, 1012]
- godfrey-signature: G. C. GODFREY, Assistant Under-Secretary. Public Works Department, Wellington, January 25, 1923.: [428, 673, 554, 697]
- bentley-line: TERMS CASH.: [605, 774, 649, 782]
- public-notice-body: I WISH to notify the public that I have started business in Kerepeehi township as a blacksmith. First-class shoeing and general smithing a speciality.: [426, 916, 556, 948]
- allsopp: G. W. ALLSOPP, F.R.I.B.A., Architect.: [439, 380, 543, 388]
- victoria-bakery: VICTORIA BAKERY.: [834, 551, 958, 566]
- mixed-fruit: Cases of mixed fruit made up and consigned, freight paid to nearest station. Cash with order. Fresh Fruit, Peanuts, Coconuts, and Vegetables arriving daily.: [698, 490, 826, 522]
- motto: Motto: Don't run out, but run in to GREIG'S.: [702, 320, 822, 328]
- victoria-body: WHEN you obtain your CAKES & PASTRIES from us your are assured of Freshness, Purity, Quality, and Wholesomeness.: [834, 569, 958, 601]
- hikutaia-body-cont-1: outing was an unqualified success—probably a greater success than any of its predecessors. The ground, kindly lent for the occasion by Mr Corbett, was in splendid order, both for sports and picnicking. Picnickers were, in fact, largely in evidence. The sports passed off without the slightest hitch, while the results were recorded in a manner which gave every satisfaction to competitors and spectators alike. In this regard, it is doubtful if the meeting could have been better conducted.: [160, 32, 286, 122]
- column-divider: [156, 32, 157, 1548]
- column-8: [966, 32, 1096, 1548]
- column-7: [834, 32, 958, 1548]
- map-monogram: M.A.P: [966, 521, 1096, 544]
- sow-body: SOW IN YOUR GARDEN NOW. Mackay's strains of— Cineraria, Calceolaria, Primula, Nemesia, Beauty Stock, Wallflower, Sweet William, Iceland Poppy (New Sunbeam strain), Winter Flowering Sweet Peas, etc.: [698, 596, 826, 637]
- lost-vessels-sub2: ONE MIND.: [205, 753, 241, 761]
- h-a-marks: H. A. MARKS: [981, 749, 1081, 767]
- assets-value: Value of assets and funds under administration on 31st March, 1922—£25,497,779.: [834, 851, 958, 867]
- classified-ad: HAURAKI Show Art Union will be drawn on Wednesday, February 28. Tickets 1/-. Edwin Edwards, Secretary.: [293, 388, 419, 420]
- toys: LARGE STOCKS OF TOYS. Christmas Greeting Cards Latest Designs. SCHOOL REQUISITES.: [975, 806, 1087, 830]
- flatt-sub: THE HOUSE FOR VALUE.: [589, 960, 665, 968]
- tenders-heading: Tenders.: [426, 291, 556, 300]
- painters-sub: PAINTING AND PAPERING AT THE DISTRICT HOMES, TARARU, THAMES, FOR THE THAMES HOSPITAL BOARD.: [433, 318, 549, 342]
- february-dates: FEBRUARY DATES.: [461, 734, 521, 742]
- wells: F. J. WELLS AND SONS.: [592, 375, 662, 383]
- cigarettes: Cigarettes, Soft Drinks, and Choice Confectionery.: [984, 609, 1078, 626]
- borough-signature: WM. G. ALEXANDER, Town Clerk.: [306, 1002, 406, 1010]
- come-up: Come up for a meal whenever you are ready. Meals served promptly at any hour.: [966, 572, 1096, 588]
- masthead-rule: [24, 27, 1104, 28]
- fit-boys-girls: FIT THE BOYS AND GIRLS WITH BOOTS AND SHOES FROM DANBY'S.: [966, 75, 1096, 91]
- buying-pigs: BUYING PIGS AS UNDER:— PAEROA—Monday. TURUA—Tuesday. HIKUTAIA—Wednesday.: [966, 274, 1096, 298]
- socials: SOCIALS, ETC., SPECIALLY CATERED FOR.: [838, 633, 954, 649]
- dissolution-heading: DISSOLUTION OF PARTNERSHIP.: [317, 751, 395, 773]
- anderson: P. B. ANDERSON, LTD. BLACKSMITH, KEREPEEHI.: [434, 952, 548, 968]
